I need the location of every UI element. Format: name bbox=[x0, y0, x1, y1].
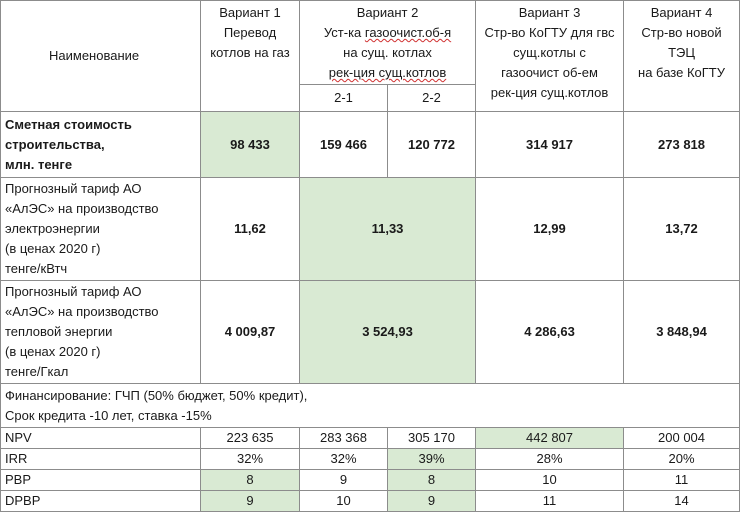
table-row bbox=[1, 178, 740, 281]
npv-v2-2: 305 170 bbox=[388, 428, 476, 449]
header-name-cell bbox=[1, 1, 201, 112]
row-label-irr: IRR bbox=[1, 449, 201, 470]
cost-v2-2: 120 772 bbox=[388, 112, 476, 178]
header-variant-2 bbox=[300, 1, 476, 85]
variant-1-title: Вариант 1 bbox=[219, 5, 281, 20]
pbp-v1: 8 bbox=[201, 470, 300, 491]
cost-v2-1: 159 466 bbox=[300, 112, 388, 178]
irr-v2-2: 39% bbox=[388, 449, 476, 470]
heat-v4: 3 848,94 bbox=[624, 281, 740, 384]
variant-2-desc: Уст-ка газоочист.об-я на сущ. котлах рек-ция сущ.котлов bbox=[323, 25, 452, 80]
pbp-v2-1: 9 bbox=[300, 470, 388, 491]
header-variant-4 bbox=[624, 1, 740, 112]
npv-v4: 200 004 bbox=[624, 428, 740, 449]
financing-note: Финансирование: ГЧП (50% бюджет, 50% кредит), Срок кредита -10 лет, ставка -15% bbox=[1, 384, 740, 428]
header-variant-1 bbox=[201, 1, 300, 112]
table-row bbox=[1, 281, 740, 384]
elec-v1: 11,62 bbox=[201, 178, 300, 281]
header-variant-3 bbox=[476, 1, 624, 112]
table-row bbox=[1, 449, 740, 470]
table-row bbox=[1, 470, 740, 491]
table-row bbox=[1, 491, 740, 512]
heat-v3: 4 286,63 bbox=[476, 281, 624, 384]
elec-v4: 13,72 bbox=[624, 178, 740, 281]
variant-3-title: Вариант 3 bbox=[518, 5, 581, 20]
row-label-npv: NPV bbox=[1, 428, 201, 449]
npv-v3: 442 807 bbox=[476, 428, 624, 449]
dpbp-v4: 14 bbox=[624, 491, 740, 512]
variant-4-desc: Стр-во новой ТЭЦ на базе КоГТУ bbox=[638, 25, 725, 80]
row-label-elec: Прогнозный тариф АО «АлЭС» на производство электроэнергии (в ценах 2020 г) тенге/кВтч bbox=[1, 178, 201, 281]
table-row bbox=[1, 384, 740, 428]
irr-v2-1: 32% bbox=[300, 449, 388, 470]
cost-v4: 273 818 bbox=[624, 112, 740, 178]
irr-v1: 32% bbox=[201, 449, 300, 470]
variant-2-1-header: 2-1 bbox=[300, 85, 388, 112]
cost-v1: 98 433 bbox=[201, 112, 300, 178]
dpbp-v1: 9 bbox=[201, 491, 300, 512]
row-label-dpbp: DPBP bbox=[1, 491, 201, 512]
elec-v3: 12,99 bbox=[476, 178, 624, 281]
header-name-label: Наименование bbox=[49, 48, 140, 63]
heat-v2: 3 524,93 bbox=[300, 281, 476, 384]
dpbp-v2-1: 10 bbox=[300, 491, 388, 512]
variant-3-desc: Стр-во КоГТУ для гвс сущ.котлы с газоочист об-ем рек-ция сущ.котлов bbox=[484, 25, 615, 100]
pbp-v2-2: 8 bbox=[388, 470, 476, 491]
variant-2-2-header: 2-2 bbox=[388, 85, 476, 112]
elec-v2: 11,33 bbox=[300, 178, 476, 281]
npv-v2-1: 283 368 bbox=[300, 428, 388, 449]
variant-4-title: Вариант 4 bbox=[650, 5, 713, 20]
table-row bbox=[1, 428, 740, 449]
dpbp-v3: 11 bbox=[476, 491, 624, 512]
irr-v3: 28% bbox=[476, 449, 624, 470]
variant-2-title: Вариант 2 bbox=[356, 5, 419, 20]
pbp-v3: 10 bbox=[476, 470, 624, 491]
irr-v4: 20% bbox=[624, 449, 740, 470]
dpbp-v2-2: 9 bbox=[388, 491, 476, 512]
row-label-pbp: PBP bbox=[1, 470, 201, 491]
pbp-v4: 11 bbox=[624, 470, 740, 491]
row-label-cost: Сметная стоимость строительства, млн. тенге bbox=[1, 112, 201, 178]
variant-1-desc: Перевод котлов на газ bbox=[210, 25, 290, 60]
row-label-heat: Прогнозный тариф АО «АлЭС» на производство тепловой энергии (в ценах 2020 г) тенге/Гкал bbox=[1, 281, 201, 384]
heat-v1: 4 009,87 bbox=[201, 281, 300, 384]
table-row bbox=[1, 112, 740, 178]
npv-v1: 223 635 bbox=[201, 428, 300, 449]
cost-v3: 314 917 bbox=[476, 112, 624, 178]
